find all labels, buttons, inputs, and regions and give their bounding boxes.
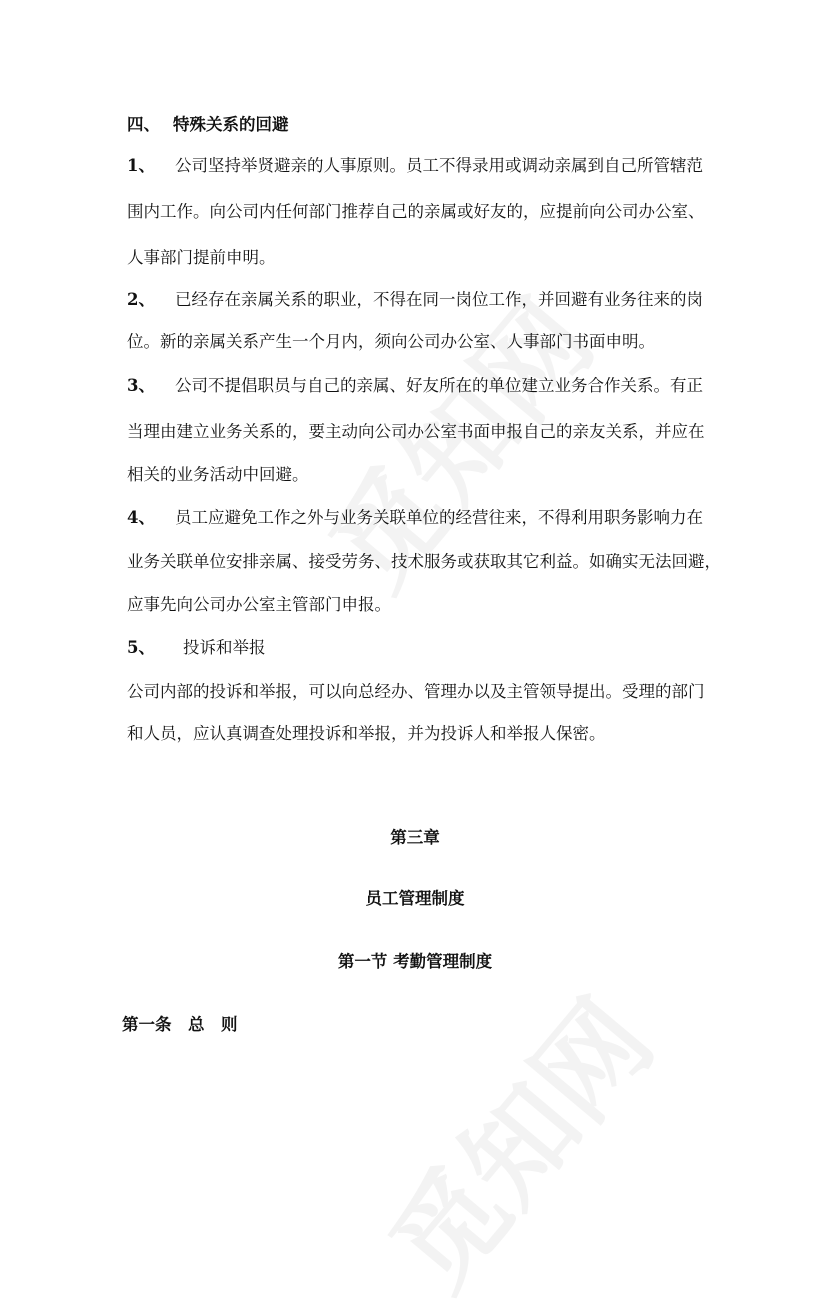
- item-text: 已经存在亲属关系的职业，不得在同一岗位工作，并回避有业务往来的岗: [175, 290, 703, 309]
- item-number: 5、: [127, 638, 155, 657]
- chapter-number: 第三章: [390, 828, 440, 847]
- section-title: 第一节 考勤管理制度: [337, 952, 493, 971]
- item-number: 1、: [127, 156, 155, 175]
- item-text: 公司不提倡职员与自己的亲属、好友所在的单位建立业务合作关系。有正: [175, 376, 703, 395]
- list-item-1: [127, 155, 703, 177]
- item-text: 公司坚持举贤避亲的人事原则。员工不得录用或调动亲属到自己所管辖范: [175, 156, 703, 175]
- item-text: 投诉和举报: [183, 638, 266, 657]
- chapter-title: 员工管理制度: [365, 889, 465, 908]
- item-text-line: 应事先向公司办公室主管部门申报。: [127, 595, 391, 614]
- list-item-4: [127, 507, 703, 529]
- item-text-line: 当理由建立业务关系的，要主动向公司办公室书面申报自己的亲友关系，并应在: [127, 422, 705, 441]
- item-number: 4、: [127, 508, 155, 527]
- section-number: 四、: [127, 115, 160, 134]
- list-item-3: [127, 375, 703, 397]
- item-text-line: 和人员，应认真调查处理投诉和举报，并为投诉人和举报人保密。: [127, 724, 606, 743]
- list-item-2: [127, 289, 703, 311]
- item-text-line: 围内工作。向公司内任何部门推荐自己的亲属或好友的，应提前向公司办公室、: [127, 202, 705, 221]
- item-text-line: 业务关联单位安排亲属、接受劳务、技术服务或获取其它利益。如确实无法回避，: [127, 552, 721, 571]
- article-heading: 第一条 总 则: [122, 1015, 238, 1034]
- section-heading: [127, 114, 289, 136]
- item-number: 2、: [127, 290, 155, 309]
- item-text-line: 相关的业务活动中回避。: [127, 465, 309, 484]
- item-text-line: 公司内部的投诉和举报，可以向总经办、管理办以及主管领导提出。受理的部门: [127, 682, 705, 701]
- section-title: 特殊关系的回避: [173, 115, 289, 134]
- item-text-line: 位。新的亲属关系产生一个月内，须向公司办公室、人事部门书面申明。: [127, 332, 655, 351]
- item-text-line: 人事部门提前申明。: [127, 248, 276, 267]
- watermark: [348, 962, 681, 1316]
- item-number: 3、: [127, 376, 155, 395]
- item-text: 员工应避免工作之外与业务关联单位的经营往来，不得利用职务影响力在: [175, 508, 703, 527]
- list-item-5: [127, 637, 266, 659]
